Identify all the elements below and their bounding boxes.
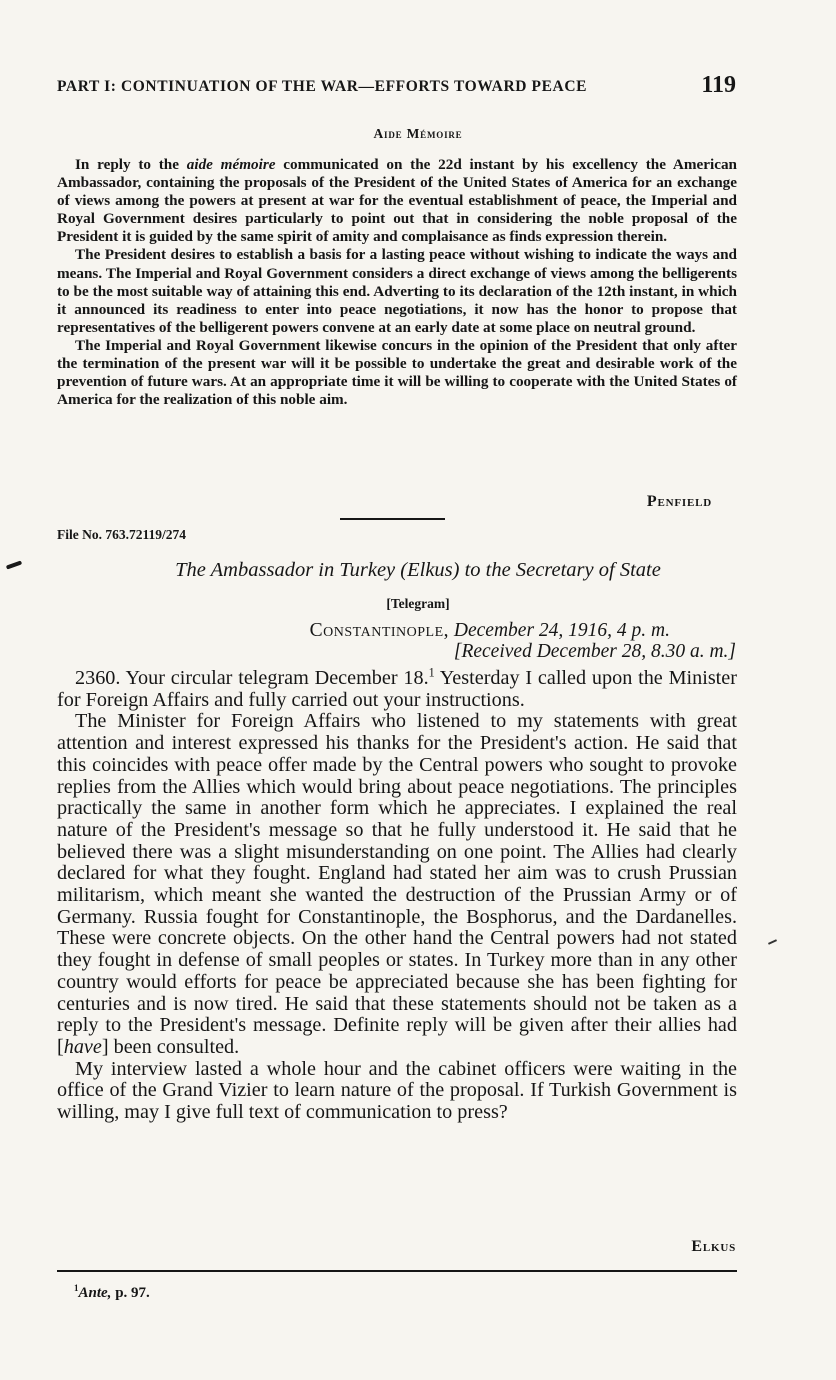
footnote-number: 1 — [74, 1283, 79, 1293]
text-run: ] been consulted. — [101, 1035, 240, 1058]
footnote — [74, 1285, 150, 1302]
file-number: File No. 763.72119/274 — [57, 527, 186, 542]
signature-penfield: Penfield — [646, 493, 712, 510]
aide-memoire-title: Aide Mémoire — [373, 126, 463, 141]
section-divider — [340, 518, 445, 520]
footnote-ref-italic: Ante, — [78, 1285, 112, 1301]
telegram-body — [57, 665, 737, 1124]
text-run: communicated on the 22d instant by his excellency the American Ambassador, containing the proposals of the President of the United States of America for an exchange of views among the powers at present at war for the eventual establishment of peace, the Imperial and Royal Government desires particularly to point out that in considering the noble proposal of the President it is guided by the same spirit of amity and complaisance as finds expression therein. — [57, 156, 737, 246]
dateline — [310, 620, 670, 642]
aide-memoire-paragraph-2: The President desires to establish a basis for a lasting peace without wishing to indicate the ways and means. The Imperial and Royal Government considers a direct exchange of views among the belligerents to be the most suitable way of attaining this end. Adverting to its declaration of the 12th instant, in which it announced its readiness to enter into peace negotiations, it now has the honor to propose that representatives of the belligerent powers convene at an early date at some place on neutral ground. — [57, 246, 737, 336]
telegram-paragraph-2 — [57, 711, 737, 1058]
document-title: The Ambassador in Turkey (Elkus) to the Secretary of State — [175, 559, 661, 581]
received-note: [Received December 28, 8.30 a. m.] — [453, 641, 736, 662]
italic-insertion: have — [63, 1035, 102, 1058]
text-run: Yesterday I called upon the Minister for Foreign Affairs and fully carried out your instructions. — [57, 667, 737, 711]
aide-memoire-paragraph-1 — [57, 156, 737, 246]
text-run: 2360. Your circular telegram December 18. — [75, 667, 429, 689]
telegram-paragraph-1 — [57, 665, 737, 711]
text-run: The Minister for Foreign Affairs who listened to my statements with great attention and interest expressed his thanks for the President's action. He said that this coincides with peace offer made by the Central powers who sought to provoke replies from the Allies which would bring about peace negotiations. The principles practically the same in another form which he appreciates. I explained the real nature of the President's message so that he fully understood it. He said that he believed there was a slight misunderstanding on one point. The Allies had clearly declared for what they fought. England had stated her aim was to crush Prussian militarism, which meant she wanted the destruction of the Prussian Army or of Germany. Russia fought for Constantinople, the Bosphorus, and the Dardanelles. These were concrete objects. On the other hand the Central powers had not stated they fought in defense of small peoples or states. In Turkey more than in any other country would efforts for peace be appreciated because she has been fighting for centuries and is now tired. He said that these statements should not be taken as a reply to the President's message. Definite reply will be given after their allies had [ — [57, 710, 737, 1058]
telegram-paragraph-3: My interview lasted a whole hour and the cabinet officers were waiting in the office of the Grand Vizier to learn nature of the proposal. If Turkish Government is willing, may I give full text of communication to press? — [57, 1057, 737, 1124]
dateline-city: Constantinople, — [309, 620, 450, 641]
footnote-text: p. 97. — [111, 1285, 150, 1301]
page-number: 119 — [701, 72, 736, 98]
dateline-date: December 24, 1916, 4 p. m. — [453, 620, 670, 641]
aide-memoire-body — [57, 156, 737, 409]
running-header: PART I: CONTINUATION OF THE WAR—EFFORTS TOWARD PEACE — [57, 78, 588, 95]
telegram-label: [Telegram] — [386, 596, 450, 611]
italic-term: aide mémoire — [186, 156, 276, 173]
margin-tick — [768, 939, 777, 945]
aide-memoire-paragraph-3: The Imperial and Royal Government likewise concurs in the opinion of the President that only after the termination of the present war will it be possible to undertake the great and desirable work of the prevention of future wars. At an appropriate time it will be willing to cooperate with the United States of America for the realization of this noble aim. — [57, 336, 737, 409]
footnote-ref: 1 — [428, 665, 435, 680]
footnote-rule — [57, 1270, 737, 1272]
signature-elkus: Elkus — [691, 1238, 736, 1255]
text-run: In reply to the — [75, 156, 187, 173]
